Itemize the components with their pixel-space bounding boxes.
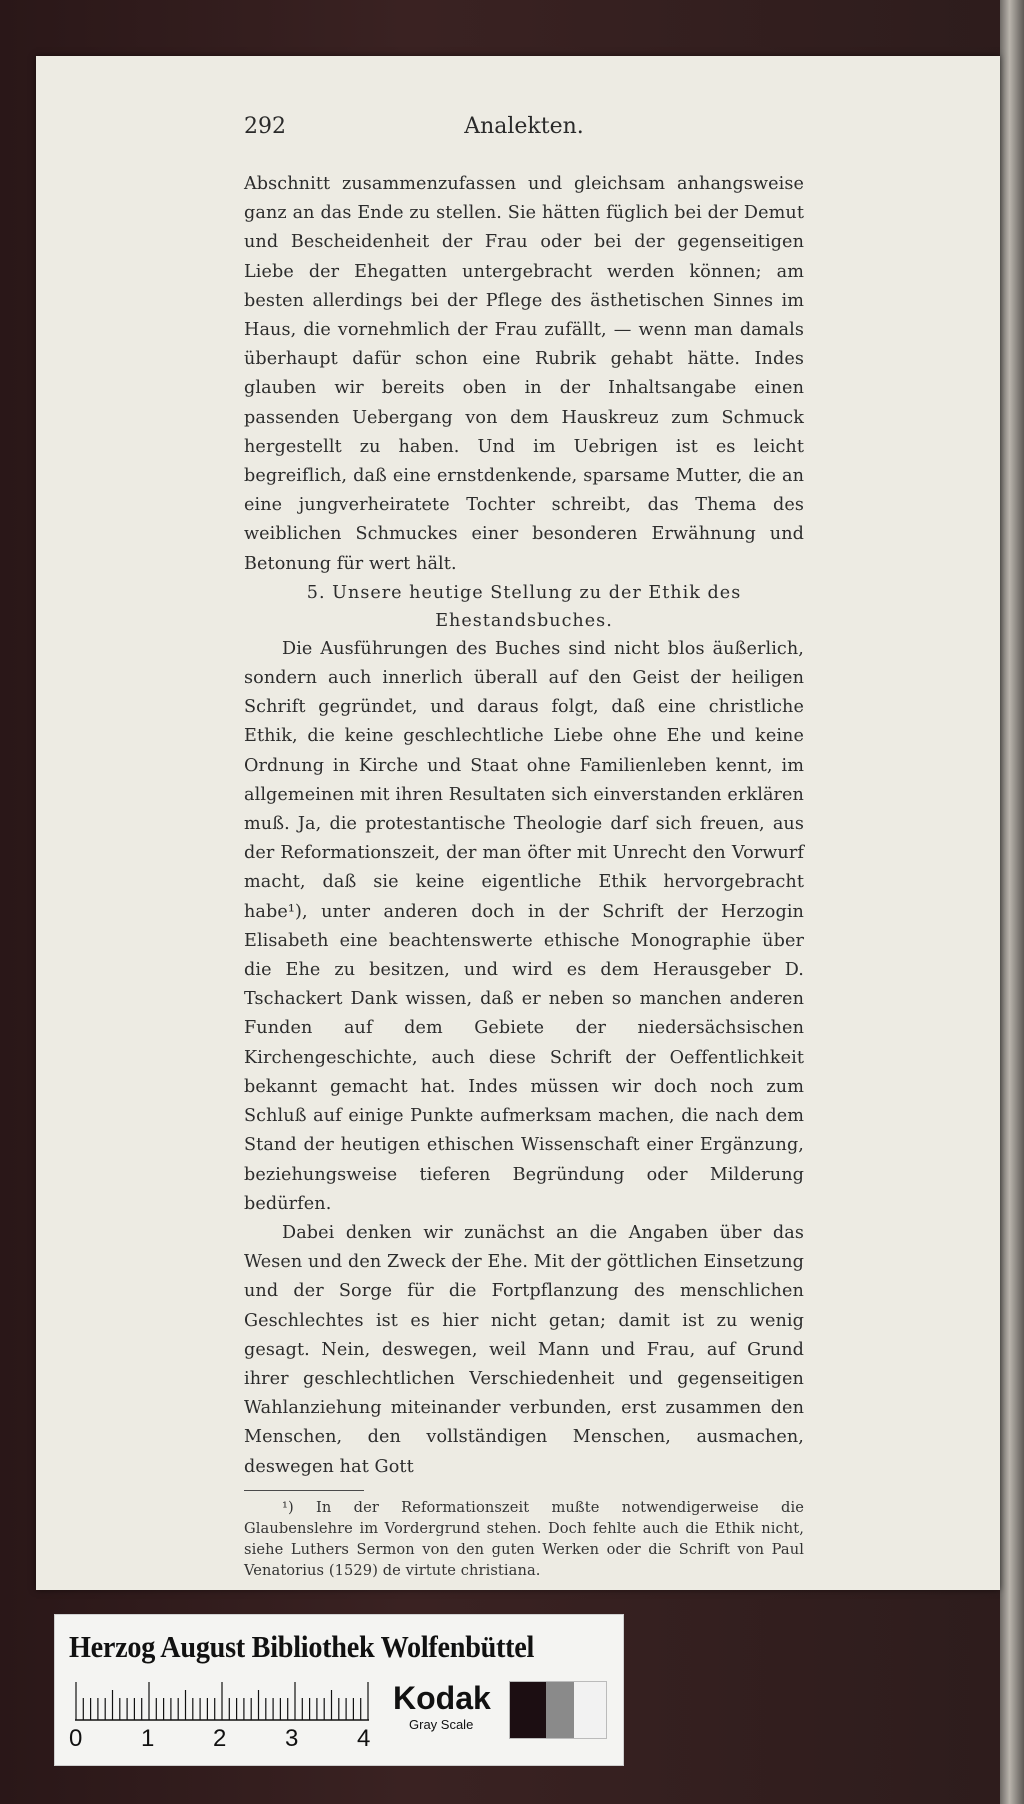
- running-head: [244, 108, 804, 148]
- footnote: ¹) In der Reformationszeit mußte notwendigerweise die Glaubenslehre im Vordergrund stehen. Doch fehlte auch die Ethik nicht, siehe Luthers Sermon von den guten Werken oder die Schrift von Paul Venatorius (1529) de virtute christiana.: [244, 1498, 804, 1579]
- running-title: Analekten.: [464, 114, 584, 139]
- kodak-logo: [393, 1681, 503, 1751]
- color-target-card: [54, 1614, 624, 1766]
- scale-ruler: [75, 1681, 371, 1721]
- swatch-gray: [546, 1682, 574, 1738]
- gray-swatches: [509, 1681, 607, 1739]
- ruler-numbers: [69, 1725, 409, 1755]
- paragraph-3: Dabei denken wir zunächst an die Angaben über das Wesen und den Zweck der Ehe. Mit der göttlichen Einsetzung und der Sorge für die Fortpflanzung des menschlichen Geschlechtes ist es hier nicht getan; damit ist zu wenig gesagt. Nein, deswegen, weil Mann und Frau, auf Grund ihrer geschlechtlichen Verschiedenheit und gegenseitigen Wahlanziehung miteinander verbunden, erst zusammen den Menschen, den vollständigen Menschen, ausmachen, deswegen hat Gott: [244, 1222, 804, 1477]
- paragraph-1: Abschnitt zusammenzufassen und gleichsam anhangsweise ganz an das Ende zu stellen. Sie hätten füglich bei der Demut und Bescheidenheit der Frau oder bei der gegenseitigen Liebe der Ehegatten untergebracht werden können; am besten allerdings bei der Pflege des ästhetischen Sinnes im Haus, die vornehmlich der Frau zufällt, — wenn man damals überhaupt dafür schon eine Rubrik gehabt hätte. Indes glauben wir bereits oben in der Inhaltsangabe einen passenden Uebergang von dem Hauskreuz zum Schmuck hergestellt zu haben. Und im Uebrigen ist es leicht begreiflich, daß eine ernstdenkende, sparsame Mutter, die an eine jungverheiratete Tochter schreibt, das Thema des weiblichen Schmuckes einer besonderen Erwähnung und Betonung für wert hält.: [244, 174, 804, 574]
- page-number: 292: [244, 114, 286, 139]
- library-name: Herzog August Bibliothek Wolfenbüttel: [69, 1629, 535, 1664]
- paragraph-2: Die Ausführungen des Buches sind nicht blos äußerlich, sondern auch innerlich überall auf den Geist der heiligen Schrift gegründet, und daraus folgt, daß eine christliche Ethik, die keine geschlechtliche Liebe ohne Ehe und keine Ordnung in Kirche und Staat ohne Familienleben kennt, im allgemeinen mit ihren Resultaten sich einverstanden erklären muß. Ja, die protestantische Theologie darf sich freuen, aus der Reformationszeit, der man öfter mit Unrecht den Vorwurf macht, daß sie keine eigentliche Ethik hervorgebracht habe¹), unter anderen doch in der Schrift der Herzogin Elisabeth eine beachtenswerte ethische Monographie über die Ehe zu besitzen, und wird es dem Herausgeber D. Tschackert Dank wissen, daß er neben so manchen anderen Funden auf dem Gebiete der niedersächsischen Kirchengeschichte, auch diese Schrift der Oeffentlichkeit bekannt gemacht hat. Indes müssen wir doch noch zum Schluß auf einige Punkte aufmerksam machen, die nach dem Stand der heutigen ethischen Wissenschaft einer Ergänzung, beziehungsweise tieferen Begründung oder Milderung bedürfen.: [244, 638, 804, 1214]
- ruler-number-3: 3: [285, 1725, 299, 1752]
- ruler-number-1: 1: [141, 1725, 155, 1752]
- kodak-subtitle: Gray Scale: [409, 1717, 474, 1732]
- ruler-number-0: 0: [69, 1725, 83, 1752]
- ruler-number-2: 2: [213, 1725, 227, 1752]
- footnote-rule: [244, 1490, 364, 1491]
- kodak-brand: Kodak: [393, 1680, 491, 1716]
- ruler-number-4: 4: [357, 1725, 371, 1752]
- book-edge: [1000, 0, 1024, 1804]
- swatch-black: [510, 1682, 546, 1738]
- section-heading: 5. Unsere heutige Stellung zu der Ethik des Ehestandsbuches.: [306, 582, 742, 631]
- swatch-white: [574, 1682, 606, 1738]
- ruler-ticks: [75, 1681, 371, 1721]
- body-text: [244, 170, 804, 1581]
